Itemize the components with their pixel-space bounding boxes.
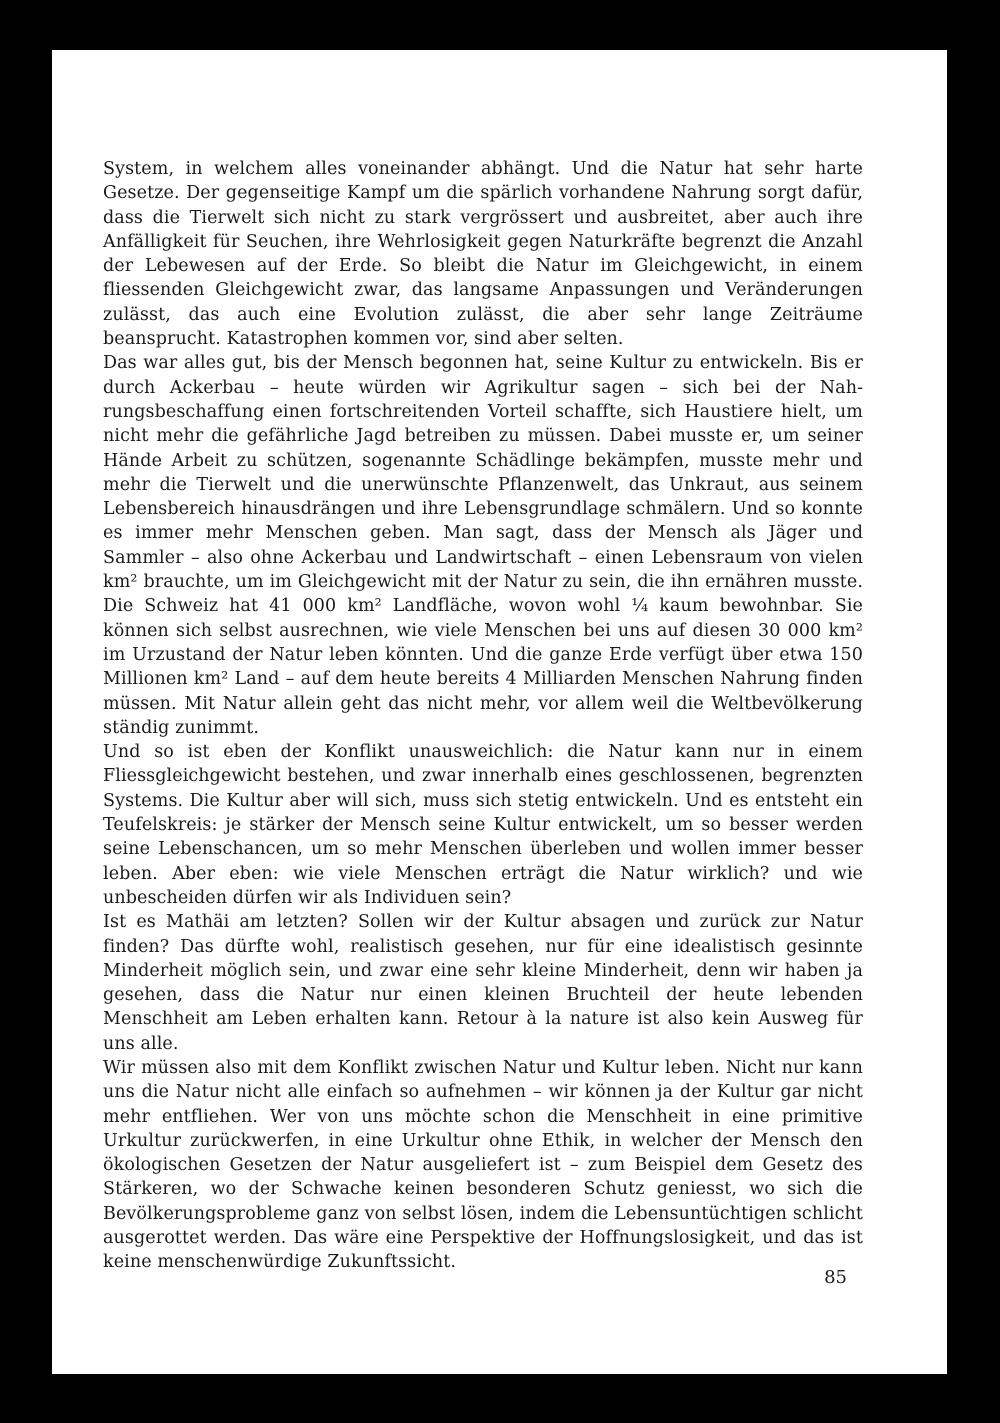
paragraph: Und so ist eben der Konflikt unausweichlich: die Natur kann nur in einem Fliessgleichgewicht bestehen, und zwar innerhalb eines geschlossenen, begrenzten Systems. Die Kultur aber will sich, muss sich stetig entwickeln. Und es entsteht ein Teufelskreis: je stärker der Mensch seine Kultur entwickelt, um so besser werden seine Lebenschancen, um so mehr Menschen überleben und wollen immer besser leben. Aber eben: wie viele Menschen erträgt die Natur wirklich? und wie unbescheiden dürfen wir als Individuen sein?	[103, 742, 863, 908]
document-page	[52, 50, 947, 1374]
paragraph: Das war alles gut, bis der Mensch begonnen hat, seine Kultur zu entwickeln. Bis er durch Ackerbau – heute würden wir Agrikultur sagen – sich bei der Nahrungsbeschaffung einen fortschreitenden Vorteil schaffte, sich Haustiere hielt, um nicht mehr die gefährliche Jagd betreiben zu müssen. Dabei musste er, um seiner Hände Arbeit zu schützen, sogenannte Schädlinge bekämpfen, musste mehr und mehr die Tierwelt und die unerwünschte Pflanzenwelt, das Unkraut, aus seinem Lebensbereich hinausdrängen und ihre Lebensgrundlage schmälern. Und so konnte es immer mehr Menschen geben. Man sagt, dass der Mensch als Jäger und Sammler – also ohne Ackerbau und Landwirtschaft – einen Lebensraum von vielen km² brauchte, um im Gleichgewicht mit der Natur zu sein, die ihn ernähren musste. Die Schweiz hat 41 000 km² Landfläche, wovon wohl ¼ kaum bewohnbar. Sie können sich selbst ausrechnen, wie viele Menschen bei uns auf diesen 30 000 km² im Urzustand der Natur leben könnten. Und die ganze Erde verfügt über etwa 150 Millionen km² Land – auf dem heute bereits 4 Milliarden Menschen Nahrung finden müssen. Mit Natur allein geht das nicht mehr, vor allem weil die Weltbevölkerung ständig zunimmt.	[103, 353, 863, 738]
page-number: 85	[824, 1267, 847, 1288]
paragraph: Ist es Mathäi am letzten? Sollen wir der Kultur absagen und zurück zur Natur finden? Das dürfte wohl, realistisch gesehen, nur für eine idealistisch gesinnte Minderheit möglich sein, und zwar eine sehr kleine Minderheit, denn wir haben ja gesehen, dass die Natur nur einen kleinen Bruchteil der heute lebenden Menschheit am Leben erhalten kann. Retour à la nature ist also kein Ausweg für uns alle.	[103, 912, 863, 1054]
body-text	[103, 157, 863, 1275]
paragraph: System, in welchem alles voneinander abhängt. Und die Natur hat sehr harte Gesetze. Der gegenseitige Kampf um die spärlich vorhandene Nahrung sorgt dafür, dass die Tierwelt sich nicht zu stark vergrössert und ausbreitet, aber auch ihre Anfälligkeit für Seuchen, ihre Wehrlosigkeit gegen Naturkräfte begrenzt die Anzahl der Lebewesen auf der Erde. So bleibt die Natur im Gleichgewicht, in einem fliessenden Gleichgewicht zwar, das langsame Anpassungen und Veränderungen zulässt, das auch eine Evolution zulässt, die aber sehr lange Zeiträume beansprucht. Katastrophen kommen vor, sind aber selten.	[103, 159, 863, 350]
paragraph: Wir müssen also mit dem Konflikt zwischen Natur und Kultur leben. Nicht nur kann uns die Natur nicht alle einfach so aufnehmen – wir können ja der Kultur gar nicht mehr entfliehen. Wer von uns möchte schon die Menschheit in eine primitive Urkultur zurückwerfen, in eine Urkultur ohne Ethik, in welcher der Mensch den ökologischen Gesetzen der Natur ausgeliefert ist – zum Beispiel dem Gesetz des Stärkeren, wo der Schwache keinen besonderen Schutz geniesst, wo sich die Bevölkerungsprobleme ganz von selbst lösen, indem die Lebensuntüchtigen schlicht ausgerottet werden. Das wäre eine Perspektive der Hoffnungslosigkeit, und das ist keine menschenwürdige Zukunftssicht.	[103, 1057, 863, 1273]
